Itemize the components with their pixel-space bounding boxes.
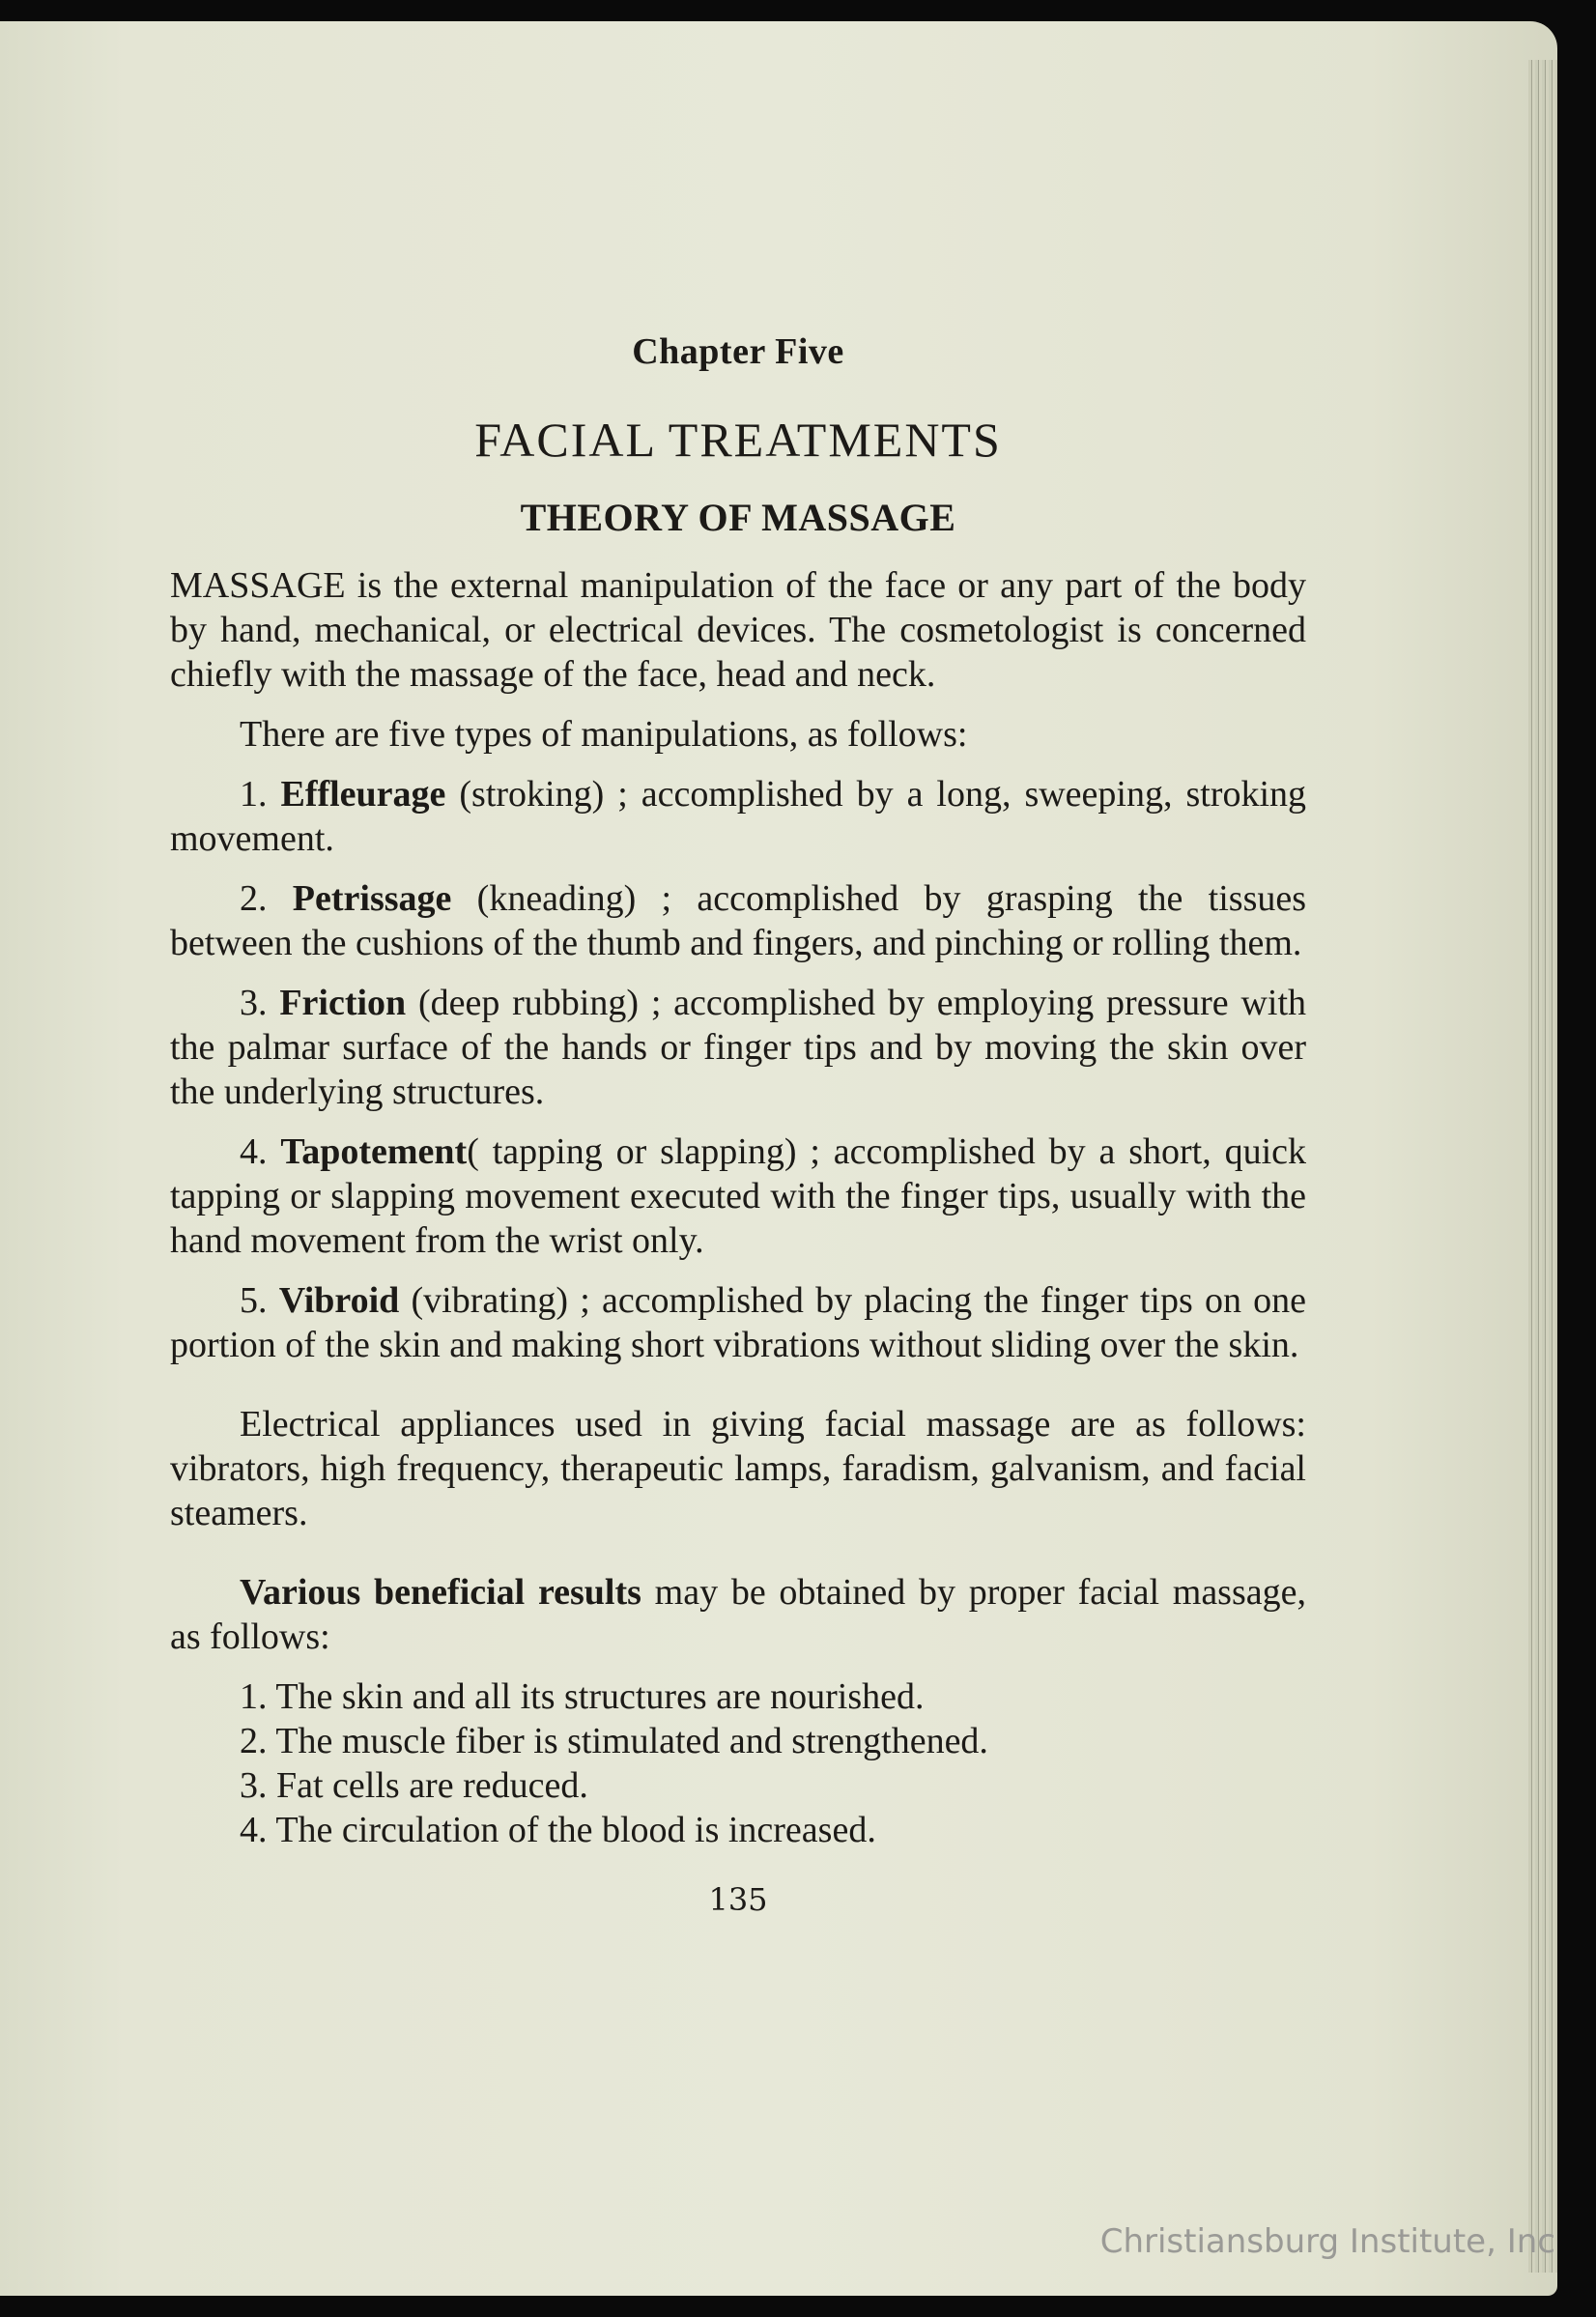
item-number: 4. [240,1131,268,1172]
list-item: 4. The circulation of the blood is increased. [240,1810,876,1850]
chapter-heading: Chapter Five [632,331,844,372]
item-number: 1. [240,774,268,815]
book-page [0,21,1557,2296]
appliances-paragraph: Electrical appliances used in giving facial massage are as follows: vibrators, high frequency, therapeutic lamps, faradism, galvanism, and facial steamers. [170,1404,1306,1533]
item-term: Effleurage [280,774,446,815]
item-text: (deep rubbing) ; accomplished by employing pressure with the palmar surface of the hands or finger tips and by moving the skin over the underlying structures. [170,983,1307,1112]
list-item: 2. The muscle fiber is stimulated and strengthened. [240,1721,988,1761]
list-item: 3. Fat cells are reduced. [240,1765,588,1806]
results-paragraph [170,1570,1306,1659]
results-term: Various beneficial results [240,1572,641,1613]
manipulation-item [170,772,1306,861]
manipulation-item [170,981,1306,1114]
results-list [240,1674,1306,1852]
item-text: ( tapping or slapping) ; accomplished by a short, quick tapping or slapping movement executed with the finger tips, usually with the hand movement from the wrist only. [170,1131,1306,1261]
chapter-title: FACIAL TREATMENTS [474,413,1002,467]
watermark: Christiansburg Institute, Inc [1099,2222,1555,2261]
manipulation-item [170,1278,1306,1367]
manipulation-item [170,1130,1306,1263]
item-text: (stroking) ; accomplished by a long, sweeping, stroking movement. [170,774,1306,859]
page-number: 135 [708,1881,768,1918]
page-content [170,330,1306,1918]
item-text: (kneading) ; accomplished by grasping the tissues between the cushions of the thumb and fingers, and pinching or rolling them. [170,878,1307,963]
item-number: 5. [240,1280,268,1321]
results-text: may be obtained by proper facial massage, as follows: [170,1572,1306,1657]
section-title: THEORY OF MASSAGE [520,496,956,539]
page-edge [1528,60,1557,2273]
item-term: Friction [279,983,407,1023]
manipulation-item [170,876,1306,965]
item-term: Petrissage [292,878,452,919]
intro-paragraph: MASSAGE is the external manipulation of the face or any part of the body by hand, mechanical, or electrical devices. The cosmetologist is concerned chiefly with the massage of the face, head and neck. [170,565,1306,695]
item-number: 3. [240,983,268,1023]
item-text: (vibrating) ; accomplished by placing the finger tips on one portion of the skin and making short vibrations without sliding over the skin. [170,1280,1307,1365]
item-term: Tapotement [280,1131,468,1172]
item-term: Vibroid [278,1280,400,1321]
types-intro-paragraph: There are five types of manipulations, as follows: [240,714,968,755]
item-number: 2. [240,878,268,919]
list-item: 1. The skin and all its structures are nourished. [240,1676,925,1717]
